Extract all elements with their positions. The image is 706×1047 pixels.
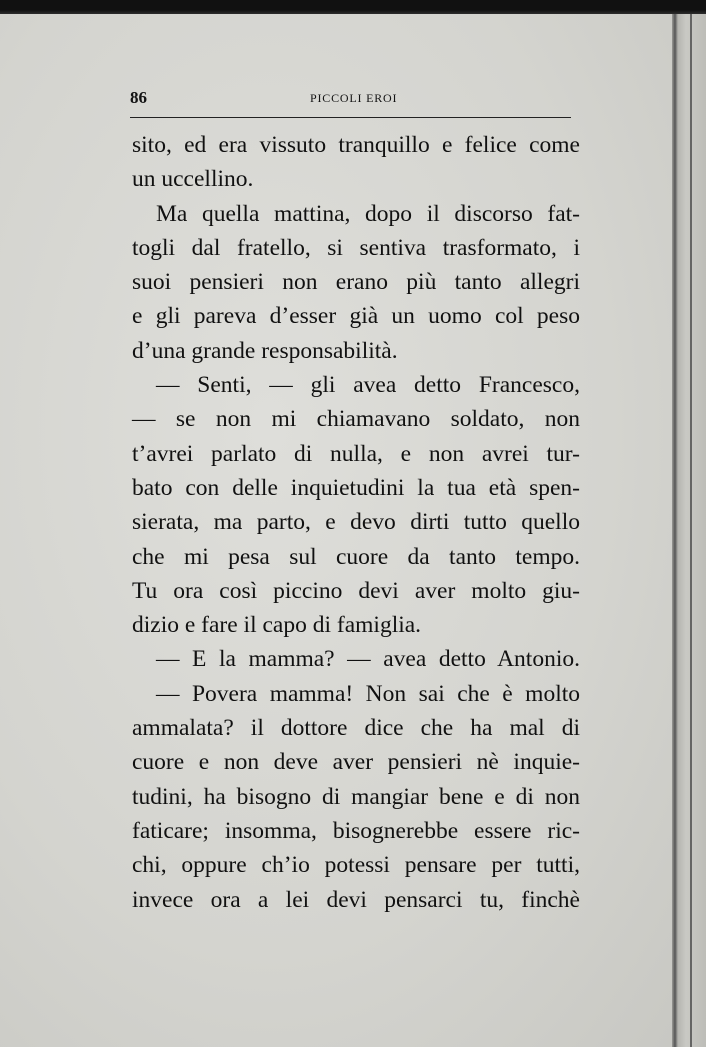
text-line: d’una grande responsabilità. [132,337,398,364]
header-rule [130,117,571,118]
book-spine-edge [672,14,706,1047]
text-line: sierata, ma parto, e devo dirti tutto quello [132,509,580,536]
text-line: dizio e fare il capo di famiglia. [132,612,422,639]
text-line: — E la mamma? — avea detto Antonio. [156,646,580,673]
text-line: che mi pesa sul cuore da tanto tempo. [132,543,580,570]
text-line: bato con delle inquietudini la tua età spen- [132,474,580,501]
page-body-text [132,128,580,917]
text-line: e gli pareva d’esser già un uomo col peso [132,303,580,330]
text-line: — Povera mamma! Non sai che è molto [156,680,580,707]
running-title: PICCOLI EROI [310,91,398,105]
text-line: togli dal fratello, si sentiva trasformato, i [132,234,580,261]
text-line: ammalata? il dottore dice che ha mal di [132,715,580,742]
page-number: 86 [130,88,147,107]
gutter-line [690,14,692,1047]
text-line: t’avrei parlato di nulla, e non avrei tur- [132,440,580,467]
text-line: sito, ed era vissuto tranquillo e felice come [132,132,580,158]
text-line: cuore e non deve aver pensieri nè inquie- [132,749,580,776]
text-line: — Senti, — gli avea detto Francesco, [156,372,580,399]
text-line: suoi pensieri non erano più tanto allegri [132,269,580,296]
text-line: Tu ora così piccino devi aver molto giu- [132,577,580,604]
text-line: invece ora a lei devi pensarci tu, finchè [132,886,580,913]
text-line: — se non mi chiamavano soldato, non [132,406,580,433]
text-line: faticare; insomma, bisognerebbe essere ric- [132,817,580,844]
text-line: tudini, ha bisogno di mangiar bene e di non [132,783,580,810]
text-line: Ma quella mattina, dopo il discorso fat- [156,200,580,227]
text-line: un uccellino. [132,166,254,193]
page-header [130,88,571,112]
text-line: chi, oppure ch’io potessi pensare per tutti, [132,852,580,879]
